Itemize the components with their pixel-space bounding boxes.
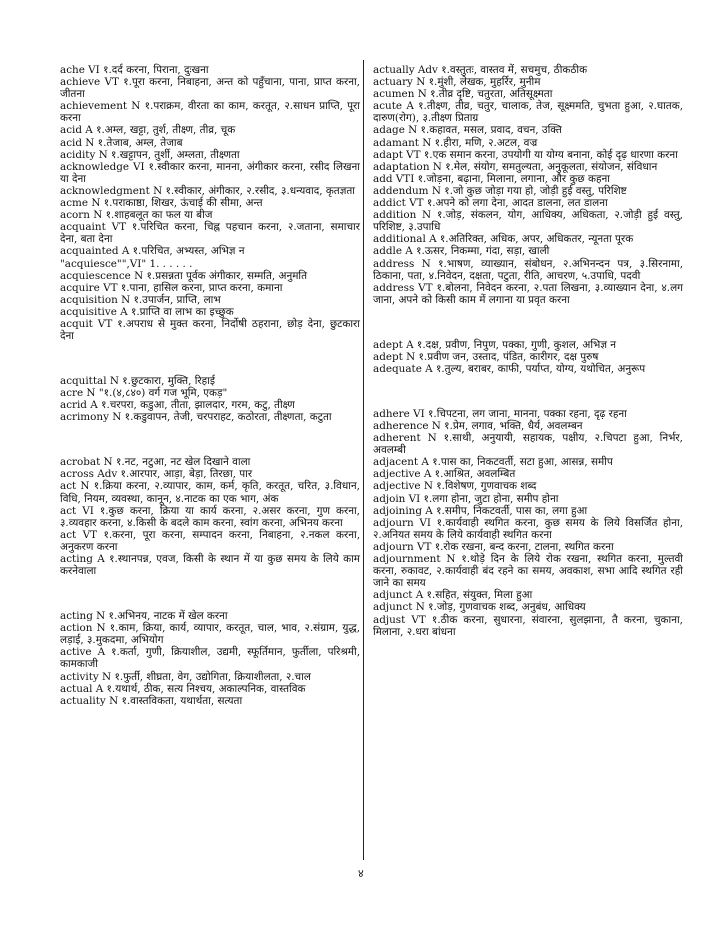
dictionary-entry: acrobat N १.नट, नटुआ, नट खेल दिखाने वाला xyxy=(60,456,251,469)
dictionary-entry: ache VI १.दर्द करना, पिराना, दुःखना xyxy=(60,64,209,76)
dictionary-entry: adjourn VI १.कार्यवाही स्थगित करना, कुछ समय के लिये विसर्जित होना, २.अनियत समय के लिये कार्यवाही स्थगित करना xyxy=(373,516,683,541)
dictionary-entry: adequate A १.तुल्य, बराबर, काफी, पर्याप्त, योग्य, यथोचित, अनुरूप xyxy=(373,362,646,375)
dictionary-entry: act VT १.करना, पूरा करना, सम्पादन करना, निबाहना, २.नकल करना, अनुकरण करना xyxy=(60,528,360,553)
entry-gap xyxy=(60,588,360,600)
dictionary-entry: adept A १.दक्ष, प्रवीण, निपुण, पक्का, गुणी, कुशल, अभिज्ञ न xyxy=(373,338,617,351)
dictionary-entry: achievement N १.पराक्रम, वीरता का काम, करतूत, २.साधन प्राप्ति, पूरा करना xyxy=(60,100,360,125)
dictionary-entry: adjournment N १.थोड़े दिन के लिये रोक रखना, स्थगित करना, मुल्तवी करना, रुकावट, २.कार्यवाही बंद रहने का समय, अवकाश, सभा आदि स्थगित रही जाने का समय xyxy=(373,553,683,590)
dictionary-entry: adjacent A १.पास का, निकटवर्ती, सटा हुआ, आसन्न, समीप xyxy=(373,456,613,469)
dictionary-entry: acquaint VT १.परिचित करना, चिह्न पहचान करना, २.जताना, समाचार देना, बता देना xyxy=(60,221,360,246)
dictionary-entry: "acquiesce"",VI" 1. . . . . . xyxy=(60,257,193,270)
dictionary-entry: acquittal N १.छुटकारा, मुक्ति, रिहाई xyxy=(60,375,215,388)
dictionary-entry: acid A १.अम्ल, खट्टा, तुर्श, तीक्ष्ण, तीव्र, चूक xyxy=(60,124,236,137)
dictionary-entry: actually Adv १.वस्तुतः, वास्तव में, सचमुच, ठीकठीक xyxy=(373,64,588,76)
dictionary-entry: action N १.काम, क्रिया, कार्य, व्यापार, करतूत, चाल, भाव, २.संग्राम, युद्ध, लड़ाई, ३.मुकदमा, अभियोग xyxy=(60,622,360,647)
dictionary-entry: acquisitive A १.प्राप्ति वा लाभ का इच्छुक xyxy=(60,305,234,318)
page-number: ४ xyxy=(358,867,364,880)
dictionary-entry: adjourn VT १.रोक रखना, बन्द करना, टालना, स्थगित करना xyxy=(373,540,614,553)
dictionary-entry: acre N "१.(४,८४०) वर्ग गज भूमि, एकड़" xyxy=(60,387,228,400)
column-divider xyxy=(363,60,364,860)
dictionary-entry: activity N १.फुर्ती, शीघ्रता, वेग, उद्योगिता, क्रियाशीलता, २.चाल xyxy=(60,670,311,683)
right-column xyxy=(373,64,683,638)
dictionary-entry: adamant N १.हीरा, मणि, २.अटल, वज्र xyxy=(373,136,538,149)
dictionary-entry: actual A १.यथार्थ, ठीक, सत्य निश्चय, अकाल्पनिक, वास्तविक xyxy=(60,682,306,695)
dictionary-entry: acquire VT १.पाना, हासिल करना, प्राप्त करना, कमाना xyxy=(60,281,283,294)
dictionary-entry: addict VT १.अपने को लगा देना, आदत डालना, लत डालना xyxy=(373,197,608,210)
dictionary-entry: acknowledge VI १.स्वीकार करना, मानना, अंगीकार करना, रसीद लिखना या देना xyxy=(60,160,360,185)
dictionary-entry: acting A १.स्थानपन्न, एवज, किसी के स्थान में या कुछ समय के लिये काम करनेवाला xyxy=(60,553,360,578)
dictionary-entry: acidity N १.खट्टापन, तुर्शी, अम्लता, तीक्ष्णता xyxy=(60,148,240,161)
dictionary-entry: acrimony N १.कडुवापन, तेजी, चरपराहट, कठोरता, तीक्ष्णता, कटुता xyxy=(60,411,332,424)
dictionary-entry: acorn N १.शाहबलूत का फल या बीज xyxy=(60,209,213,222)
dictionary-entry: actuary N १.मुंशी, लेखक, मुहर्रिर, मुनीम xyxy=(373,76,541,89)
dictionary-entry: acrid A १.चरपरा, कडुआ, तीता, झालदार, गरम, कटु, तीक्ष्ण xyxy=(60,399,295,412)
dictionary-entry: adjoin VI १.लगा होना, जुटा होना, समीप होना xyxy=(373,492,559,505)
dictionary-entry: across Adv १.आरपार, आड़ा, बेड़ा, तिरछा, पार xyxy=(60,468,253,481)
dictionary-entry: adherent N १.साथी, अनुयायी, सहायक, पक्षीय, २.चिपटा हुआ, निर्भर, अवलम्बी xyxy=(373,432,683,457)
dictionary-entry: adaptation N १.मेल, संयोग, समतुल्यता, अनुकूलता, संयोजन, संविधान xyxy=(373,160,658,173)
dictionary-entry: acquisition N १.उपार्जन, प्राप्ति, लाभ xyxy=(60,293,221,306)
dictionary-entry: address N १.भाषण, व्याख्यान, संबोधन, २.अभिनन्दन पत्र, ३.सिरनामा, ठिकाना, पता, ४.निवेदन, दक्षता, पटुता, रीति, आचरण, ५.उपाधि, पदवी xyxy=(373,257,683,282)
dictionary-entry: adapt VT १.एक समान करना, उपयोगी या योग्य बनाना, कोई दृढ़ धारणा करना xyxy=(373,148,678,161)
entry-gap xyxy=(60,353,360,365)
dictionary-entry: address VT १.बोलना, निवेदन करना, २.पता लिखना, ३.व्याख्यान देना, ४.लग जाना, अपने को किसी काम में लगाना या प्रवृत करना xyxy=(373,281,683,306)
dictionary-entry: act N १.क्रिया करना, २.व्यापार, काम, कर्म, कृति, करतूत, चरित, ३.विधान, विधि, नियम, व्यवस्था, कानून, ४.नाटक का एक भाग, अंक xyxy=(60,480,360,505)
entry-gap xyxy=(373,316,683,328)
dictionary-entry: acquit VT १.अपराध से मुक्त करना, निर्दोषी ठहराना, छोड़ देना, छुटकारा देना xyxy=(60,317,360,343)
entry-gap xyxy=(60,434,360,446)
dictionary-entry: adjunct A १.सहित, संयुक्त, मिला हुआ xyxy=(373,589,533,602)
dictionary-entry: adjoining A १.समीप, निकटवर्ती, पास का, लगा हुआ xyxy=(373,504,588,517)
dictionary-entry: actuality N १.वास्तविकता, यथार्थता, सत्यता xyxy=(60,694,243,707)
entry-gap xyxy=(373,385,683,397)
dictionary-entry: addle A १.ऊसर, निकम्मा, गंदा, सड़ा, खाली xyxy=(373,245,550,258)
dictionary-entry: acid N १.तेजाब, अम्ल, तेजाब xyxy=(60,136,183,149)
dictionary-entry: acute A १.तीक्ष्ण, तीव्र, चतुर, चालाक, तेज, सूक्ष्ममति, चुभता हुआ, २.घातक, दारुण(रोग), ३.तीक्ष्ण प्रिताग्र xyxy=(373,100,683,125)
dictionary-entry: acquiescence N १.प्रसन्नता पूर्वक अंगीकार, सम्मति, अनुमति xyxy=(60,269,308,282)
dictionary-entry: adherence N १.प्रेम, लगाव, भक्ति, धैर्य, अवलम्बन xyxy=(373,420,583,432)
dictionary-entry: acme N १.पराकाष्ठा, शिखर, ऊंचाई की सीमा, अन्त xyxy=(60,197,263,210)
dictionary-entry: adhere VI १.चिपटना, लग जाना, मानना, पक्का रहना, दृढ़ रहना xyxy=(373,407,627,420)
dictionary-entry: add VTI १.जोड़ना, बढ़ाना, मिलाना, लगाना, और कुछ कहना xyxy=(373,172,610,185)
dictionary-entry: addition N १.जोड़, संकलन, योग, आधिक्य, अधिकता, २.जोड़ी हुई वस्तु, परिशिष्ट, ३.उपाधि xyxy=(373,209,683,234)
dictionary-entry: adjust VT १.ठीक करना, सुधारना, संवारना, सुलझाना, तै करना, चुकाना, मिलाना, २.धरा बांधना xyxy=(373,613,683,638)
dictionary-entry: acquainted A १.परिचित, अभ्यस्त, अभिज्ञ न xyxy=(60,245,245,258)
dictionary-entry: acting N १.अभिनय, नाटक में खेल करना xyxy=(60,610,228,623)
dictionary-entry: acumen N १.तीव्र दृष्टि, चतुरता, अतिसूक्ष्मता xyxy=(373,88,553,101)
dictionary-entry: acknowledgment N १.स्वीकार, अंगीकार, २.रसीद, ३.धन्यवाद, कृतज्ञता xyxy=(60,184,355,197)
dictionary-entry: adjective N १.विशेषण, गुणवाचक शब्द xyxy=(373,480,537,493)
dictionary-entry: adage N १.कहावत, मसल, प्रवाद, वचन, उक्ति xyxy=(373,124,562,137)
dictionary-entry: active A १.कर्ता, गुणी, क्रियाशील, उद्यमी, स्फूर्तिमान, फुर्तीला, परिश्रमी, कामकाजी xyxy=(60,646,360,671)
left-column xyxy=(60,64,360,707)
dictionary-entry: adjective A १.आश्रित, अवलम्बित xyxy=(373,468,516,481)
dictionary-entry: adept N १.प्रवीण जन, उस्ताद, पंडित, कारीगर, दक्ष पुरुष xyxy=(373,350,599,363)
dictionary-entry: act VI १.कुछ करना, क्रिया या कार्य करना, २.असर करना, गुण करना, ३.व्यवहार करना, ४.किसी के बदले काम करना, स्वांग करना, अभिनय करना xyxy=(60,504,360,529)
dictionary-entry: achieve VT १.पूरा करना, निबाहना, अन्त को पहुँचाना, पाना, प्राप्त करना, जीतना xyxy=(60,76,360,101)
dictionary-entry: adjunct N १.जोड़, गुणवाचक शब्द, अनुबंध, आधिक्य xyxy=(373,601,586,614)
dictionary-entry: addendum N १.जो कुछ जोड़ा गया हो, जोड़ी हुई वस्तु, परिशिष्ट xyxy=(373,184,627,197)
dictionary-entry: additional A १.अतिरिक्त, अधिक, अपर, अधिकतर, न्यूनता पूरक xyxy=(373,233,634,246)
